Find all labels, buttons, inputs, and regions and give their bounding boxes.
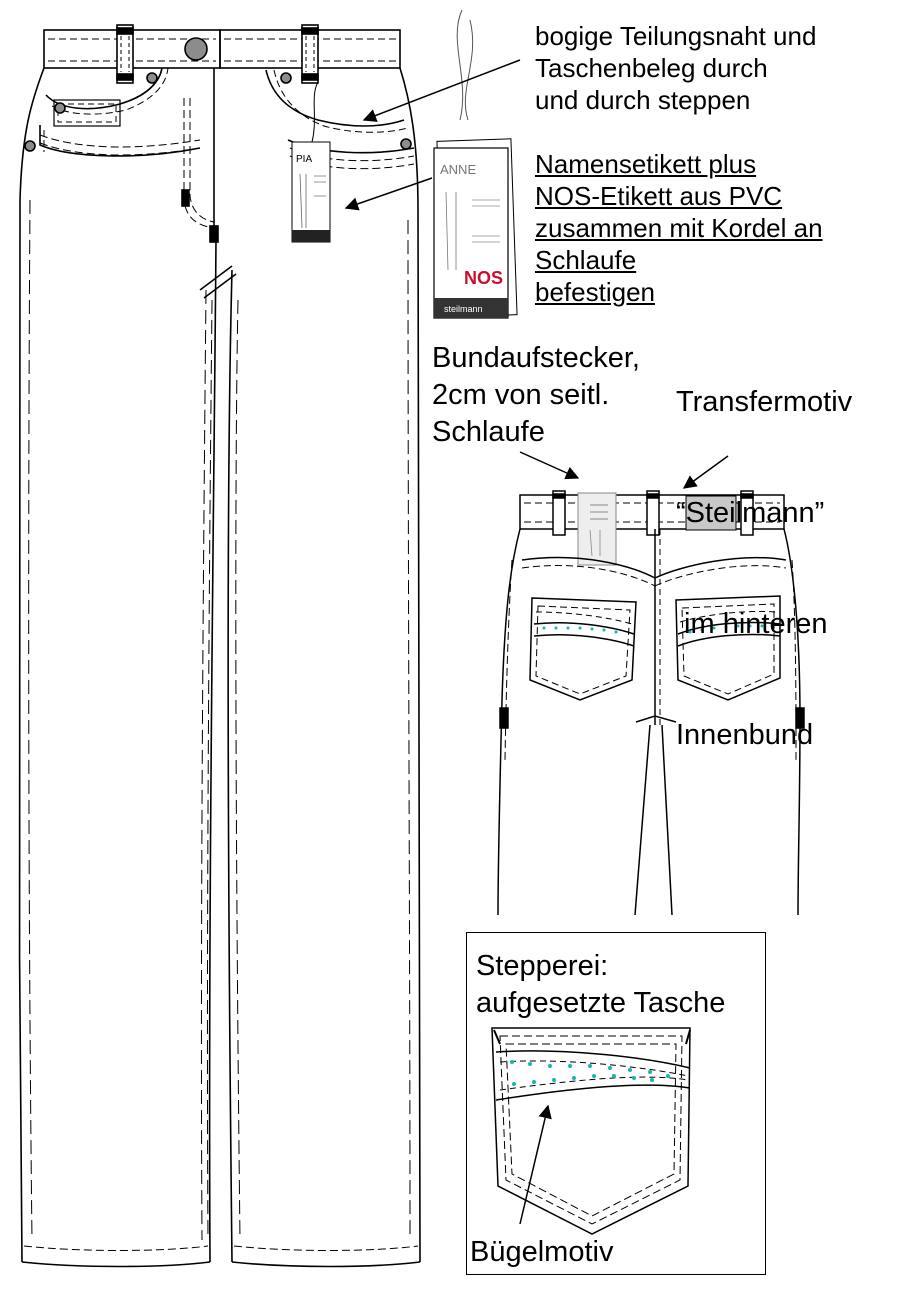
hang-tag-brand: steilmann: [444, 304, 483, 314]
label-note-line-2: NOS-Etikett aus PVC: [535, 181, 783, 211]
transfer-note-line-1: Transfermotiv: [676, 386, 853, 418]
left-outseam: [19, 68, 44, 1262]
label-note-line-5: befestigen: [535, 277, 655, 307]
iron-motif-label: Bügelmotiv: [470, 1236, 614, 1268]
waistband-tag: [578, 493, 616, 565]
front-view-trousers: [19, 25, 420, 1267]
seam-note-line-1: bogige Teilungsnaht und: [535, 21, 817, 51]
nos-hang-tag: [434, 10, 517, 318]
transfer-note-line-4: Innenbund: [676, 719, 814, 751]
seam-note-arrow: [364, 60, 520, 120]
label-note-line-3: zusammen mit Kordel an: [535, 213, 823, 243]
front-name-tag: [292, 82, 330, 242]
detail-title-line-1: Stepperei:: [476, 950, 609, 982]
seam-note: [535, 20, 816, 116]
belt-loop-right: [302, 25, 318, 83]
seam-note-line-3: und durch steppen: [535, 85, 751, 115]
transfer-note: [676, 310, 852, 791]
waist-button-icon: [185, 38, 207, 60]
seam-note-line-2: Taschenbeleg durch: [535, 53, 768, 83]
waistband-tag-arrow: [520, 452, 578, 478]
label-note: [535, 148, 823, 308]
transfer-note-line-3: im hinteren: [676, 608, 828, 640]
label-note-line-4: Schlaufe: [535, 245, 637, 275]
waistband-tag-note-line-1: Bundaufstecker,: [432, 342, 640, 374]
waistband-tag-note-line-3: Schlaufe: [432, 416, 545, 448]
hang-tag-name: ANNE: [440, 162, 477, 177]
belt-loop-left: [117, 25, 133, 83]
left-front-pocket-opening: [46, 68, 162, 109]
nos-badge: NOS: [464, 268, 504, 288]
detail-title-line-2: aufgesetzte Tasche: [476, 987, 726, 1019]
right-inseam: [228, 270, 232, 1262]
waistband-tag-note-line-2: 2cm von seitl.: [432, 379, 610, 411]
label-note-line-1: Namensetikett plus: [535, 149, 757, 179]
left-inseam: [210, 240, 216, 1262]
label-note-arrow: [346, 178, 432, 208]
waistband-tag-note: [432, 340, 640, 451]
front-tag-name: PIA: [296, 154, 313, 165]
transfer-note-line-2: “Steilmann”: [676, 497, 825, 529]
detail-title: [476, 948, 725, 1022]
